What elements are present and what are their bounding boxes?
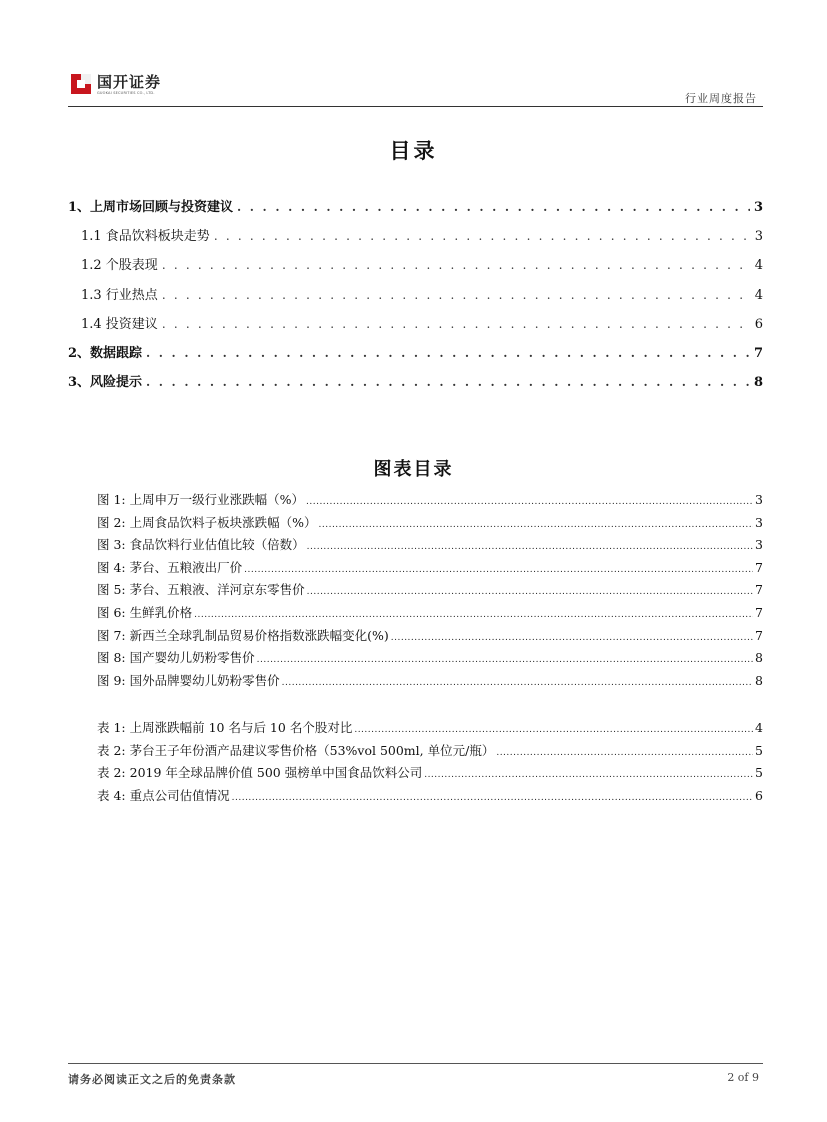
page-number: 2 of 9 — [727, 1071, 759, 1084]
table-entry[interactable] — [97, 718, 763, 741]
table-entry-label: 表 2: 2019 年全球品牌价值 500 强榜单中国食品饮料公司 — [97, 765, 423, 781]
toc-entry-page: 8 — [753, 375, 763, 391]
logo-subtitle: GUOKAI SECURITIES CO., LTD. — [97, 91, 155, 95]
company-logo — [71, 74, 161, 96]
leader-dots — [237, 200, 750, 214]
logo-mark-icon — [71, 74, 91, 94]
toc-entry-page: 6 — [754, 316, 763, 332]
figure-entry-label: 图 3: 食品饮料行业估值比较（倍数） — [97, 537, 305, 553]
header-divider — [68, 106, 763, 107]
figure-entry-label: 图 4: 茅台、五粮液出厂价 — [97, 559, 243, 575]
toc-entry-label: 1.1 食品饮料板块走势 — [81, 229, 210, 245]
figure-entry-page: 7 — [755, 559, 763, 575]
leader-dots — [194, 610, 753, 620]
figure-entry-label: 图 8: 国产婴幼儿奶粉零售价 — [97, 650, 255, 666]
table-entry[interactable] — [97, 741, 763, 764]
figure-entry-page: 3 — [755, 537, 763, 553]
table-entry-label: 表 1: 上周涨跌幅前 10 名与后 10 名个股对比 — [97, 720, 353, 735]
figure-entry-label: 图 6: 生鲜乳价格 — [97, 604, 193, 620]
footer-divider — [68, 1063, 763, 1064]
figure-entry[interactable] — [97, 490, 763, 513]
leader-dots — [146, 346, 750, 360]
leader-dots — [307, 542, 753, 552]
logo-name: 国开证券 — [97, 73, 162, 91]
toc-entry-page: 3 — [753, 200, 763, 215]
figure-entry-label: 图 2: 上周食品饮料子板块涨跌幅（%） — [97, 514, 317, 530]
toc-entry[interactable] — [68, 254, 763, 283]
toc-entry-page: 4 — [754, 258, 763, 274]
toc-entry[interactable] — [68, 225, 763, 254]
leader-dots — [282, 678, 753, 688]
figure-entry[interactable] — [97, 603, 763, 626]
table-entry[interactable] — [97, 786, 763, 809]
toc-entry-page: 7 — [753, 345, 763, 361]
leader-dots — [232, 793, 753, 803]
leader-dots — [354, 725, 753, 735]
toc-entry-label: 1、上周市场回顾与投资建议 — [68, 200, 234, 215]
leader-dots — [424, 770, 753, 780]
toc-entry[interactable] — [68, 196, 763, 225]
table-entry-page: 5 — [755, 742, 763, 758]
leader-dots — [307, 587, 753, 597]
leader-dots — [391, 633, 753, 643]
figure-entry-label: 图 5: 茅台、五粮液、洋河京东零售价 — [97, 582, 305, 598]
figure-entry[interactable] — [97, 648, 763, 671]
table-entry-page: 5 — [755, 765, 763, 781]
toc-entry-label: 2、数据跟踪 — [68, 345, 143, 361]
toc-list — [68, 196, 763, 400]
figure-entry[interactable] — [97, 626, 763, 649]
toc-entry-page: 3 — [754, 229, 763, 245]
leader-dots — [146, 375, 750, 389]
figure-entry-page: 7 — [755, 582, 763, 598]
figure-entry-page: 8 — [755, 672, 763, 688]
figure-entry-page: 3 — [755, 492, 763, 507]
leader-dots — [244, 565, 753, 575]
figure-entry[interactable] — [97, 671, 763, 694]
figure-entry-label: 图 7: 新西兰全球乳制品贸易价格指数涨跌幅变化(%) — [97, 627, 389, 643]
toc-entry[interactable] — [68, 342, 763, 371]
leader-dots — [257, 655, 753, 665]
figure-entry-label: 图 1: 上周申万一级行业涨跌幅（%） — [97, 492, 304, 507]
leader-dots — [319, 520, 754, 530]
leader-dots — [306, 497, 753, 507]
toc-entry-page: 4 — [754, 287, 763, 303]
table-entry-label: 表 4: 重点公司估值情况 — [97, 787, 230, 803]
table-entry-page: 6 — [755, 787, 763, 803]
figure-entry[interactable] — [97, 513, 763, 536]
toc-entry[interactable] — [68, 313, 763, 342]
figure-entry[interactable] — [97, 580, 763, 603]
figure-list-title: 图表目录 — [373, 459, 454, 480]
figure-entry-page: 7 — [755, 627, 763, 643]
toc-entry-label: 1.3 行业热点 — [81, 287, 158, 303]
figure-entry[interactable] — [97, 535, 763, 558]
leader-dots — [162, 258, 751, 272]
leader-dots — [214, 229, 751, 243]
toc-entry[interactable] — [68, 371, 763, 400]
table-entry-label: 表 2: 茅台王子年份酒产品建议零售价格（53%vol 500ml, 单位元/瓶） — [97, 742, 495, 758]
leader-dots — [162, 288, 751, 302]
figure-entry[interactable] — [97, 558, 763, 581]
table-entry[interactable] — [97, 763, 763, 786]
leader-dots — [162, 317, 751, 331]
toc-entry-label: 1.4 投资建议 — [81, 316, 158, 332]
figure-entry-label: 图 9: 国外品牌婴幼儿奶粉零售价 — [97, 672, 280, 688]
figure-entry-page: 8 — [755, 650, 763, 666]
toc-title: 目录 — [389, 138, 438, 163]
footer-disclaimer: 请务必阅读正文之后的免责条款 — [68, 1073, 236, 1086]
toc-entry[interactable] — [68, 284, 763, 313]
figure-entry-page: 7 — [755, 604, 763, 620]
leader-dots — [496, 748, 753, 758]
figure-list — [97, 490, 763, 693]
report-type: 行业周度报告 — [685, 92, 757, 105]
toc-entry-label: 1.2 个股表现 — [81, 258, 158, 274]
toc-entry-label: 3、风险提示 — [68, 375, 143, 391]
figure-entry-page: 3 — [755, 514, 763, 530]
table-list — [97, 718, 763, 808]
table-entry-page: 4 — [755, 720, 763, 735]
